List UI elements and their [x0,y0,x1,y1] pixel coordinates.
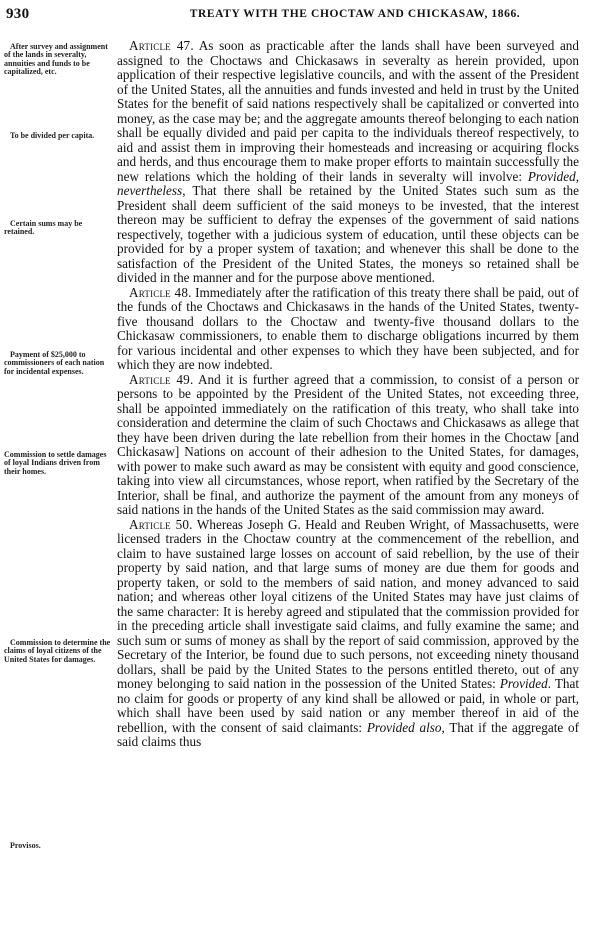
article-label: Article 50. [129,516,193,532]
article-text: And it is further agreed that a commission, to consist of a person or persons to be appointed by the President of the United States, not exceeding three, shall be appointed immediately on the ratification of this treaty, who shall take into consideration and determine the claim of such Choctaws and Chickasaws as allege that they have been driven during the late rebellion from their homes in the Choctaw [and Chickasaw] Nations on account of their adhesion to the United States, for damages, with power to make such award as may be consistent with equity and good conscience, taking into view all circumstances, whose report, when ratified by the Secretary of the Interior, shall be final, and authorize the payment of the amount from any moneys of said nations in the hands of the United States as the said commission may award. [117,371,579,517]
treaty-body [117,39,579,750]
article-text: , That if the aggregate of said claims thus [117,719,579,749]
article-text: As soon as practicable after the lands shall have been surveyed and assigned to the Choctaws and Chickasaws in severalty as herein provided, upon application of their respective legislative councils, and with the assent of the President of the United States, all the annuities and funds invested and held in trust by the United States for the benefit of said nations respectively shall be capitalized or converted into money, as the case may be; and the aggregate amounts thereof belonging to each nation shall be equally divided and paid per capita to the individuals thereof respectively, to aid and assist them in improving their homesteads and increasing or acquiring flocks and herds, and thus encourage them to make proper efforts to maintain successfully the new relations which the holding of their lands in severalty will involve: [117,38,579,184]
italic-proviso: Provided [499,676,548,691]
margin-note-per-capita: To be divided per capita. [10,131,95,140]
article-49 [117,373,579,518]
italic-proviso: Provided also [366,719,442,735]
margin-note-loyal-indians: Commission to settle damages of loyal Indians driven from their homes. [4,450,107,476]
page-number: 930 [6,6,30,22]
margin-note-sums-retained: Certain sums may be retained. [4,219,83,237]
article-48 [117,286,579,373]
article-label: Article 49. [129,371,194,387]
article-50 [117,518,579,750]
article-text: , That there shall be retained by the United States such sum as the President shall deem sufficient of the said moneys to be invested, that the interest thereon may be sufficient to defray the expenses of the government of said nations respectively, together with a judicious system of education, until these objects can be provided for by a proper system of taxation; and whenever this shall be done to the satisfaction of the President of the United States, the moneys so retained shall be divided in the manner and for the purpose above mentioned. [117,183,579,285]
margin-note-payment-commissioners: Payment of $25,000 to commissioners of each nation for incidental expenses. [4,350,105,376]
italic-proviso: Provided, nevertheless [117,168,579,198]
margin-note-provisos: Provisos. [10,841,41,850]
article-text: Immediately after the ratification of this treaty there shall be paid, out of the funds of the Choctaws and Chickasaws in the hands of the United States, twenty-five thousand dollars to the Choctaw and twenty-five thousand dollars to the Chickasaw commissioners, to enable them to discharge obligations incurred by them for various incidental and other expenses to which they have been subjected, and for which they are now indebted. [117,284,579,372]
article-47 [117,39,579,286]
article-text: . That no claim for goods or property of any kind shall be allowed or paid, in whole or part, which shall have been used by said nation or any member thereof in aid of the rebellion, with the consent of said claimants: [117,676,579,735]
margin-note-loyal-citizens: Commission to determine the claims of loyal citizens of the United States for damages. [4,638,111,664]
article-label: Article 47. [129,38,194,53]
running-title: TREATY WITH THE CHOCTAW AND CHICKASAW, 1866. [189,8,521,20]
article-text: Whereas Joseph G. Heald and Reuben Wright, of Massachusetts, were licensed traders in the Choctaw country at the commencement of the rebellion, and claim to have sustained large losses on account of said rebellion, by the use of their property by said nation, and that large sums of money are due them for goods and property taken, or sold to the members of said nation, and money advanced to said nation; and whereas other loyal citizens of the United States may have just claims of the same character: It is hereby agreed and stipulated that the commission provided for in the preceding article shall investigate said claims, and fully examine the same; and such sum or sums of money as shall by the report of said commission, approved by the Secretary of the Interior, be found due to such persons, not exceeding ninety thousand dollars, shall be paid by the United States to the persons entitled thereto, out of any money belonging to said nation in the possession of the United States: [117,516,580,691]
article-label: Article 48. [129,284,192,300]
page-header [6,6,594,30]
margin-note-capitalization: After survey and assignment of the lands in severalty, annuities and funds to be capitalized, etc. [4,42,108,77]
